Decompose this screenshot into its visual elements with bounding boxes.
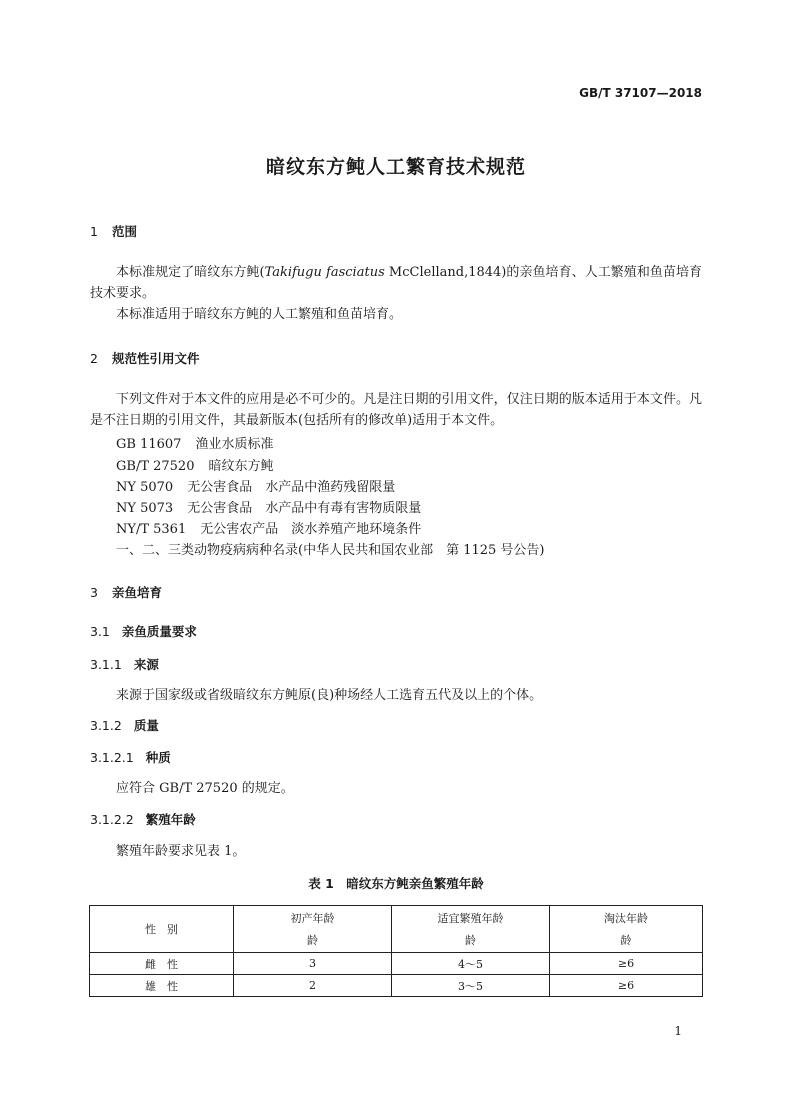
section-number: 1	[90, 224, 98, 239]
references-intro: 下列文件对于本文件的应用是必不可少的。凡是注日期的引用文件，仅注日期的版本适用于本文件。凡是不注日期的引用文件，其最新版本(包括所有的修改单)适用于本文件。	[90, 392, 702, 428]
table-header-cell: 初产年龄 龄	[234, 906, 392, 953]
table-cell: 3～5	[392, 975, 550, 997]
table-cell: 2	[234, 975, 392, 997]
section-1-heading	[90, 222, 137, 240]
table-row	[90, 953, 703, 975]
germplasm-text: 应符合 GB/T 27520 的规定。	[116, 781, 294, 796]
table-cell: 雄 性	[90, 975, 234, 997]
breeding-age-table	[89, 905, 703, 997]
table-cell: 雌 性	[90, 953, 234, 975]
section-title: 范围	[112, 224, 138, 239]
table-cell: 4～5	[392, 953, 550, 975]
document-title: 暗纹东方鲀人工繁育技术规范	[265, 156, 526, 178]
section-number: 3	[90, 585, 98, 600]
reference-item: GB 11607 渔业水质标准	[116, 437, 274, 452]
standard-code: GB/T 37107—2018	[579, 86, 702, 100]
table-header-cell: 淘汰年龄 龄	[550, 906, 703, 953]
table-cell: ≥6	[550, 975, 703, 997]
table-header-row	[90, 906, 703, 953]
latin-species-name: Takifugu fasciatus	[264, 265, 385, 280]
subsection-3-1-heading: 3.1 亲鱼质量要求	[90, 624, 197, 639]
source-text: 来源于国家级或省级暗纹东方鲀原(良)种场经人工选育五代及以上的个体。	[116, 688, 543, 703]
table-caption: 表 1 暗纹东方鲀亲鱼繁殖年龄	[308, 876, 484, 891]
table-header-cell: 适宜繁殖年龄 龄	[392, 906, 550, 953]
scope-paragraph-2: 本标准适用于暗纹东方鲀的人工繁殖和鱼苗培育。	[116, 307, 403, 322]
reference-item: 一、二、三类动物疫病病种名录(中华人民共和国农业部 第 1125 号公告)	[116, 543, 545, 558]
section-title: 规范性引用文件	[112, 351, 200, 366]
section-title: 亲鱼培育	[112, 585, 163, 600]
table-cell: 3	[234, 953, 392, 975]
reference-item: NY/T 5361 无公害农产品 淡水养殖产地环境条件	[116, 522, 422, 537]
scope-paragraph-1: 本标准规定了暗纹东方鲀(Takifugu fasciatus McClelland,1844)的亲鱼培育、人工繁殖和鱼苗培育技术要求。	[90, 265, 702, 301]
table-cell: ≥6	[550, 953, 703, 975]
subsection-3-1-2-2-heading: 3.1.2.2 繁殖年龄	[90, 812, 196, 827]
page-number: 1	[674, 1024, 682, 1038]
subsection-3-1-2-1-heading: 3.1.2.1 种质	[90, 750, 171, 765]
reference-item: NY 5070 无公害食品 水产品中渔药残留限量	[116, 480, 396, 495]
breeding-age-text: 繁殖年龄要求见表 1。	[116, 844, 246, 859]
subsection-3-1-1-heading: 3.1.1 来源	[90, 657, 159, 672]
table-header-cell: 性 别	[90, 906, 234, 953]
section-3-heading	[90, 583, 162, 601]
subsection-3-1-2-heading: 3.1.2 质量	[90, 718, 159, 733]
reference-item: NY 5073 无公害食品 水产品中有毒有害物质限量	[116, 501, 422, 516]
section-2-heading	[90, 349, 200, 367]
section-number: 2	[90, 351, 98, 366]
reference-item: GB/T 27520 暗纹东方鲀	[116, 459, 274, 474]
table-row	[90, 975, 703, 997]
